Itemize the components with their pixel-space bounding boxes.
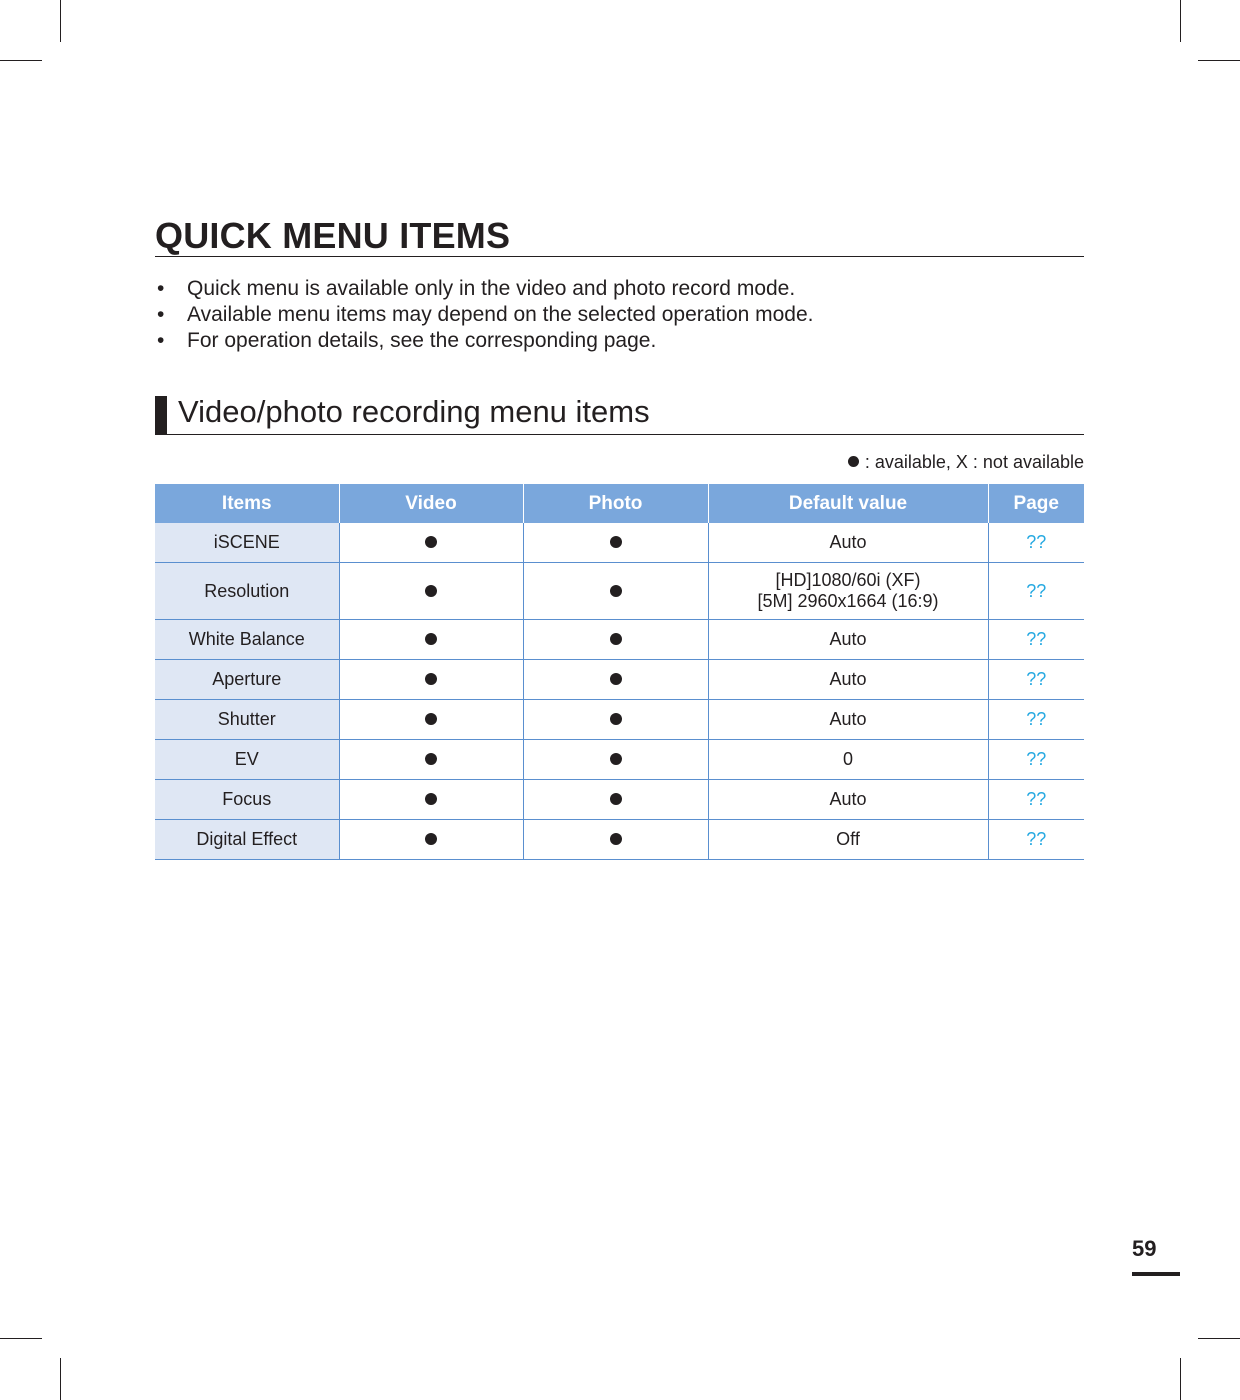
video-cell	[339, 523, 523, 563]
menu-items-table	[155, 484, 1084, 860]
available-dot-icon	[425, 633, 437, 645]
page-number: 59	[1132, 1236, 1157, 1261]
section-divider	[155, 434, 1084, 435]
photo-cell	[523, 740, 708, 780]
availability-legend	[848, 451, 1084, 473]
available-dot-icon	[425, 713, 437, 725]
photo-cell	[523, 820, 708, 860]
video-cell	[339, 780, 523, 820]
default-value-cell: Auto	[708, 700, 988, 740]
col-header-items: Items	[155, 484, 339, 523]
table-row	[155, 740, 1084, 780]
default-value-cell: 0	[708, 740, 988, 780]
page-ref-link[interactable]: ??	[988, 700, 1084, 740]
table-row	[155, 563, 1084, 620]
item-cell: iSCENE	[155, 523, 339, 563]
table-row	[155, 820, 1084, 860]
photo-cell	[523, 660, 708, 700]
available-dot-icon	[425, 753, 437, 765]
bullet-icon: •	[157, 303, 165, 326]
available-dot-icon	[610, 585, 622, 597]
bullet-icon: •	[157, 277, 165, 300]
item-cell: Digital Effect	[155, 820, 339, 860]
photo-cell	[523, 620, 708, 660]
item-cell: Resolution	[155, 563, 339, 620]
default-value-cell: Auto	[708, 780, 988, 820]
available-dot-icon	[848, 456, 859, 467]
available-dot-icon	[425, 793, 437, 805]
page-number-underline	[1132, 1272, 1180, 1276]
default-value-cell: Auto	[708, 620, 988, 660]
video-cell	[339, 620, 523, 660]
photo-cell	[523, 563, 708, 620]
section-marker	[155, 396, 167, 435]
item-cell: Shutter	[155, 700, 339, 740]
legend-text: : available, X : not available	[864, 452, 1084, 472]
table-row	[155, 780, 1084, 820]
crop-mark	[1180, 0, 1181, 42]
video-cell	[339, 660, 523, 700]
crop-mark	[1198, 60, 1240, 61]
bullet-icon: •	[157, 329, 165, 352]
col-header-default-value: Default value	[708, 484, 988, 523]
list-item: • Quick menu is available only in the video and photo record mode.	[157, 277, 796, 300]
crop-mark	[60, 1358, 61, 1400]
crop-mark	[0, 1338, 42, 1339]
section-title: Video/photo recording menu items	[178, 394, 650, 429]
page-ref-link[interactable]: ??	[988, 740, 1084, 780]
photo-cell	[523, 780, 708, 820]
crop-mark	[1198, 1338, 1240, 1339]
available-dot-icon	[425, 585, 437, 597]
default-value-cell: [HD]1080/60i (XF) [5M] 2960x1664 (16:9)	[708, 563, 988, 620]
table-row	[155, 620, 1084, 660]
col-header-page: Page	[988, 484, 1084, 523]
photo-cell	[523, 700, 708, 740]
col-header-photo: Photo	[523, 484, 708, 523]
default-value-cell: Auto	[708, 523, 988, 563]
table-row	[155, 700, 1084, 740]
crop-mark	[60, 0, 61, 42]
table-header-row	[155, 484, 1084, 523]
page-ref-link[interactable]: ??	[988, 660, 1084, 700]
page-ref-link[interactable]: ??	[988, 523, 1084, 563]
available-dot-icon	[610, 713, 622, 725]
available-dot-icon	[610, 633, 622, 645]
bullet-list	[155, 276, 814, 354]
table-row	[155, 523, 1084, 563]
table-row	[155, 660, 1084, 700]
page-ref-link[interactable]: ??	[988, 780, 1084, 820]
col-header-video: Video	[339, 484, 523, 523]
photo-cell	[523, 523, 708, 563]
page-ref-link[interactable]: ??	[988, 620, 1084, 660]
video-cell	[339, 563, 523, 620]
video-cell	[339, 700, 523, 740]
video-cell	[339, 820, 523, 860]
page-ref-link[interactable]: ??	[988, 563, 1084, 620]
available-dot-icon	[610, 536, 622, 548]
title-divider	[155, 256, 1084, 257]
list-item: • For operation details, see the corresponding page.	[157, 329, 657, 352]
available-dot-icon	[610, 753, 622, 765]
item-cell: Focus	[155, 780, 339, 820]
available-dot-icon	[425, 833, 437, 845]
available-dot-icon	[425, 673, 437, 685]
default-value-cell: Off	[708, 820, 988, 860]
available-dot-icon	[610, 673, 622, 685]
item-cell: EV	[155, 740, 339, 780]
default-value-cell: Auto	[708, 660, 988, 700]
available-dot-icon	[425, 536, 437, 548]
crop-mark	[0, 60, 42, 61]
item-cell: Aperture	[155, 660, 339, 700]
page-ref-link[interactable]: ??	[988, 820, 1084, 860]
video-cell	[339, 740, 523, 780]
item-cell: White Balance	[155, 620, 339, 660]
crop-mark	[1180, 1358, 1181, 1400]
available-dot-icon	[610, 793, 622, 805]
list-item: • Available menu items may depend on the selected operation mode.	[157, 303, 814, 326]
available-dot-icon	[610, 833, 622, 845]
page-title: QUICK MENU ITEMS	[155, 215, 511, 256]
